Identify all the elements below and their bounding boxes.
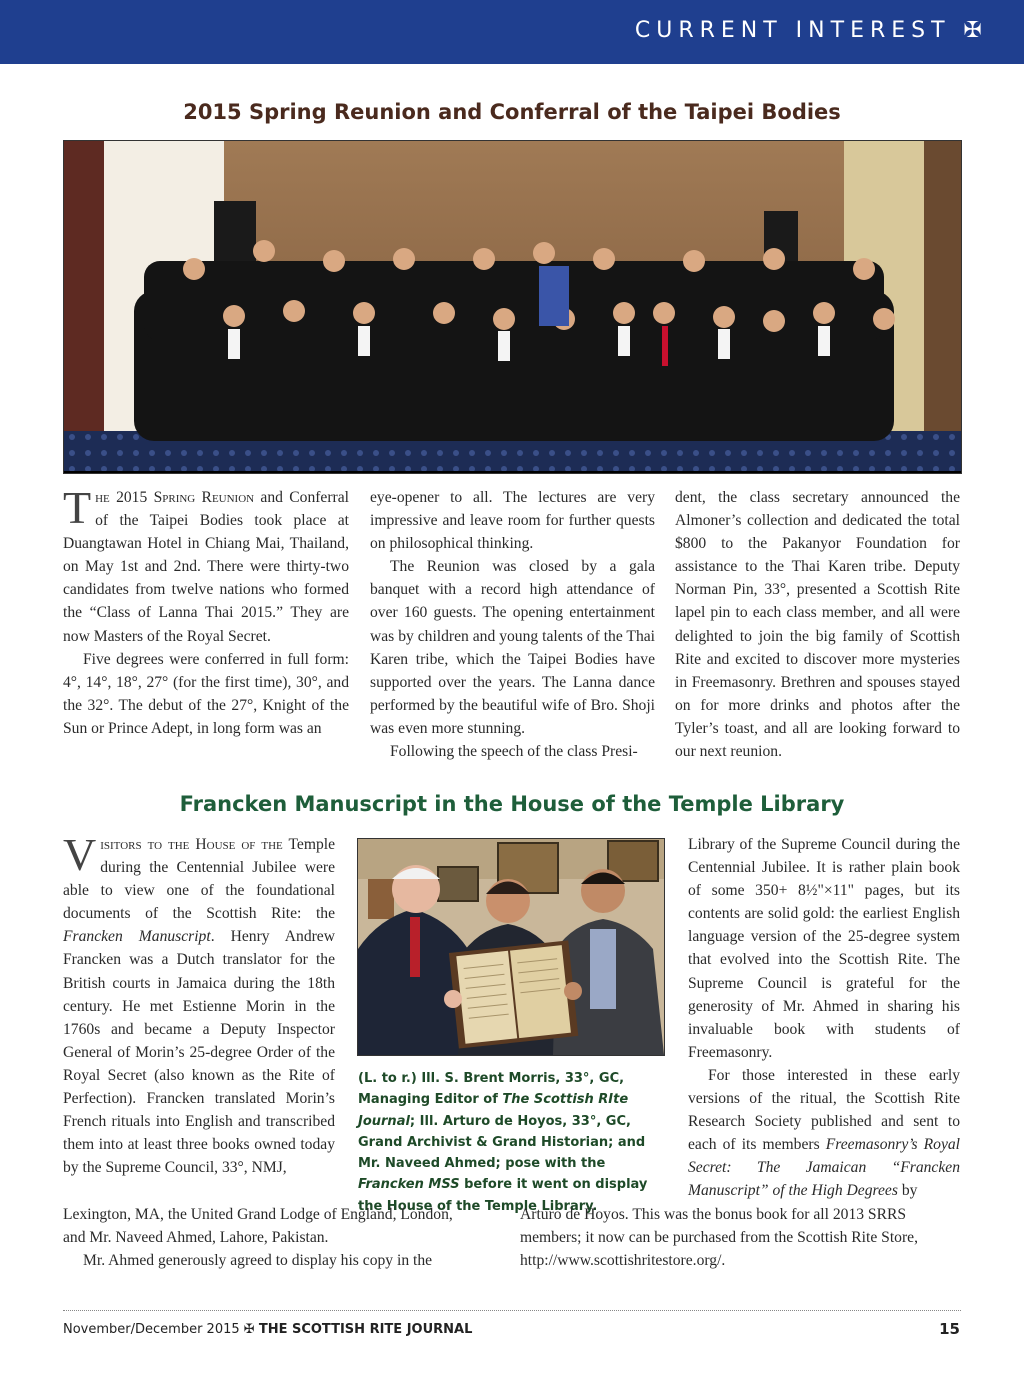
article1-column-1 [63, 482, 349, 740]
lead-small-caps: he 2015 Spring Reunion [95, 489, 255, 506]
paragraph-text: . Henry Andrew Francken was a Dutch translator for the British courts in Jamaica during the 18th century. He met Estienne Morin in the 1760s and became a Deputy Inspector General of Morin’s 25-degree Order of the Royal Secret (also known as the Rite of Perfection). Francken translated Morin’s French rituals into English and transcribed them into at least three books owned today by the Supreme Council, 33°, NMJ, [63, 928, 335, 1177]
section-label: CURRENT INTEREST ✠ [634, 18, 988, 43]
article1-column-3 [675, 486, 960, 763]
article2-column-3 [688, 833, 960, 1203]
dropcap: T [63, 482, 92, 533]
text-line: Mr. Ahmed generously agreed to display his copy in the [83, 1252, 433, 1270]
caption-italic: Francken MSS [358, 1177, 460, 1193]
text-line: members; it now can be purchased from the Scottish Rite Store, [520, 1229, 918, 1247]
paragraph-text: Five degrees were conferred in full form: 4°, 14°, 18°, 27° (for the first time), 30°, and the 32°. The debut of the 27°, Knight of the Sun or Prince Adept, in long form was an [63, 650, 349, 737]
italic-title: Francken Manuscript [63, 928, 211, 946]
group-photo-illustration [64, 141, 961, 473]
paragraph-text: Temple during the Centennial Jubilee were able to view one of the foundational documents of the Scottish Rite: the [63, 836, 335, 923]
text-line: Arturo de Hoyos. This was the bonus book for all 2013 SRRS [520, 1206, 907, 1223]
article2-bottom-right [520, 1203, 964, 1272]
article2-bottom-left [63, 1203, 508, 1272]
paragraph-text: and Conferral of the Taipei Bodies took place at Duangtawan Hotel in Chiang Mai, Thailand, on May 1st and 2nd. There were thirty-two candidates from twelve nations who formed the “Class of Lanna Thai 2015.” They are now Masters of the Royal Secret. [63, 489, 349, 645]
paragraph-text: The Reunion was closed by a gala banquet with a record high attendance of over 160 guests. The opening entertainment was by children and young talents of the Thai Karen tribe, which the Taipei Bodies have supported over the years. The Lanna dance performed by the beautiful wife of Bro. Shoji was even more stunning. [370, 558, 655, 737]
paragraph-text: eye-opener to all. The lectures are very impressive and leave room for further quests on philosophical thinking. [370, 489, 655, 553]
text-line: http://www.scottishritestore.org/. [520, 1252, 726, 1270]
paragraph-text: dent, the class secretary announced the Almoner’s collection and dedicated the total $800 to the Pakanyor Foundation for assistance to the Thai Karen tribe. Deputy Norman Pin, 33°, presented a Scottish Rite lapel pin to each class member, and all were delighted to join the big family of Scottish Rite and excited to discover more mysteries in Freemasonry. Brethren and spouses stayed on for more drinks and photos after the Tyler’s toast, and all are looking forward to our next reunion. [675, 489, 960, 761]
caption-text: before it went on display the House of the Temple Library. [358, 1177, 648, 1214]
group-photo [63, 140, 962, 474]
journal-name: THE SCOTTISH RITE JOURNAL [258, 1322, 473, 1337]
lead-small-caps: isitors to the House of the [100, 836, 283, 853]
issue-date: November/December 2015 [63, 1322, 240, 1337]
caption-italic: The Scottish RIte Journal [358, 1092, 629, 1129]
paragraph-text: For those interested in these early versions of the ritual, the Scottish Rite Research Society published and sent to each of its members [688, 1066, 960, 1154]
footer-info [63, 1322, 472, 1337]
italic-title: Freemasonry’s Royal Secret: The Jamaican “Francken Manuscript” of the High Degrees [688, 1136, 960, 1200]
manuscript-photo-illustration [358, 839, 664, 1055]
footer-divider [63, 1310, 961, 1311]
photo-caption [358, 1068, 668, 1217]
manuscript-photo [357, 838, 665, 1056]
caption-text: (L. to r.) Ill. S. Brent Morris, 33°, GC, Managing Editor of [358, 1071, 625, 1108]
paragraph-text: Following the speech of the class Presi- [390, 743, 638, 761]
dropcap: V [63, 829, 97, 880]
text-line: Lexington, MA, the United Grand Lodge of England, London, [63, 1206, 453, 1223]
paragraph-text: Library of the Supreme Council during the Centennial Jubilee. It is rather plain book of some 350+ 8½"×11" pages, but its contents are solid gold: the earliest English language version of the 25-degree system that evolved into the Scottish Rite. The Supreme Council is grateful for the generosity of Mr. Ahmed in sharing his invaluable book with students of Freemasonry. [688, 836, 960, 1061]
text-line: and Mr. Naveed Ahmed, Lahore, Pakistan. [63, 1229, 329, 1247]
article2-title: Francken Manuscript in the House of the Temple Library [179, 792, 845, 816]
article1-title: 2015 Spring Reunion and Conferral of the Taipei Bodies [183, 100, 841, 124]
page-number: 15 [939, 1320, 960, 1338]
header-bar [0, 0, 1024, 64]
article2-column-1 [63, 829, 335, 1179]
paragraph-text: by [897, 1182, 918, 1200]
caption-text: ; Ill. Arturo de Hoyos, 33°, GC, Grand Archivist & Grand Historian; and Mr. Naveed Ahmed; pose with the [358, 1113, 646, 1172]
cross-separator-icon: ✠ [243, 1322, 255, 1337]
article1-column-2 [370, 486, 655, 763]
